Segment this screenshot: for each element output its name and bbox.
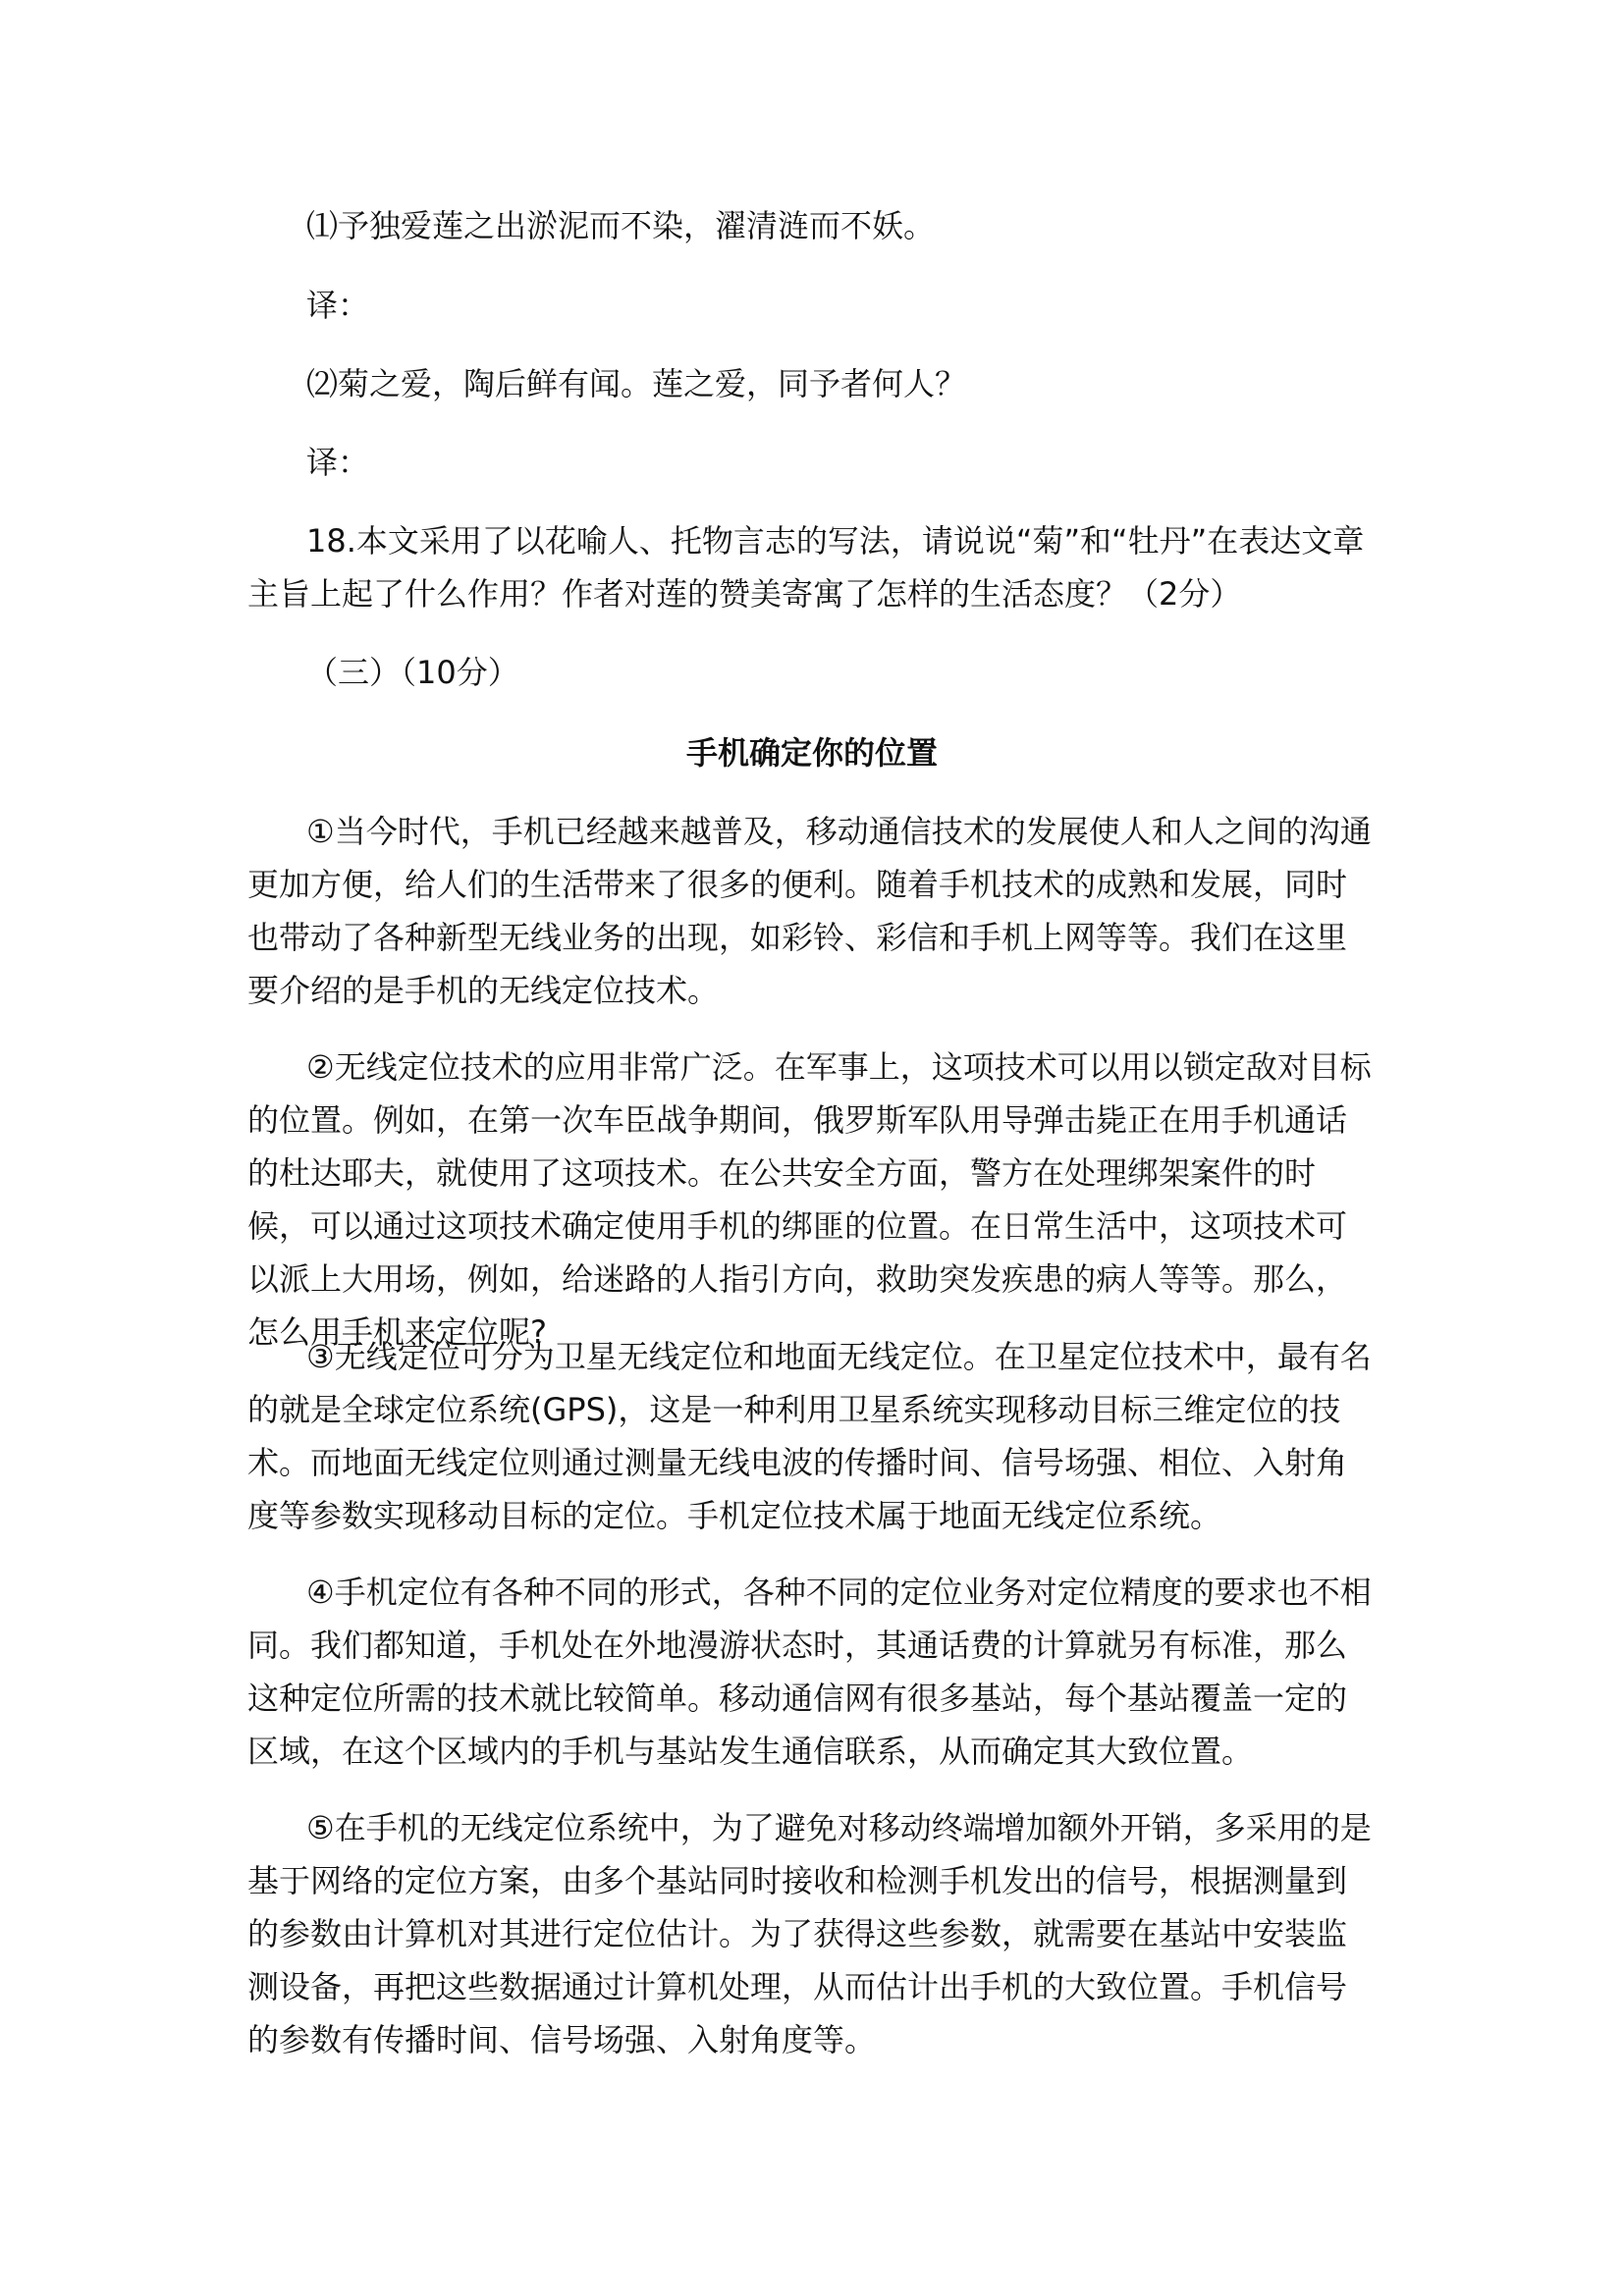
paragraph-2 bbox=[247, 1041, 1377, 1359]
paragraph-1 bbox=[247, 805, 1377, 1017]
paragraph-5 bbox=[247, 1801, 1377, 2066]
question-18-line-1: 18.本文采用了以花喻人、托物言志的写法，请说说“菊”和“牡丹”在表达文章 bbox=[306, 522, 1365, 560]
question-18-line-2: 主旨上起了什么作用？作者对莲的赞美寄寓了怎样的生活态度？（2分） bbox=[247, 575, 1242, 613]
section-label: （三）（10分） bbox=[306, 654, 519, 691]
paragraph-2-text: ②无线定位技术的应用非常广泛。在军事上，这项技术可以用以锁定敌对目标的位置。例如，在第一次车臣战争期间，俄罗斯军队用导弹击毙正在用手机通话的杜达耶夫，就使用了这项技术。在公共安全方面，警方在处理绑架案件的时候，可以通过这项技术确定使用手机的绑匪的位置。在日常生活中，这项技术可以派上大用场，例如，给迷路的人指引方向，救助突发疾患的病人等等。那么，怎么用手机来定位呢? bbox=[247, 1048, 1372, 1351]
question-17-1-sentence: ⑴予独爱莲之出淤泥而不染，濯清涟而不妖。 bbox=[306, 207, 936, 244]
question-17-2-sentence: ⑵菊之爱，陶后鲜有闻。莲之爱，同予者何人？ bbox=[306, 365, 967, 402]
question-17-1-translate-label: 译： bbox=[306, 287, 370, 324]
article-title: 手机确定你的位置 bbox=[685, 734, 938, 772]
paragraph-5-text: ⑤在手机的无线定位系统中，为了避免对移动终端增加额外开销，多采用的是基于网络的定位方案，由多个基站同时接收和检测手机发出的信号，根据测量到的参数由计算机对其进行定位估计。为了获得这些参数，就需要在基站中安装监测设备，再把这些数据通过计算机处理，从而估计出手机的大致位置。手机信号的参数有传播时间、信号场强、入射角度等。 bbox=[247, 1809, 1372, 2058]
paragraph-4-text: ④手机定位有各种不同的形式，各种不同的定位业务对定位精度的要求也不相同。我们都知道，手机处在外地漫游状态时，其通话费的计算就另有标准，那么这种定位所需的技术就比较简单。移动通信网有很多基站，每个基站覆盖一定的区域，在这个区域内的手机与基站发生通信联系，从而确定其大致位置。 bbox=[247, 1574, 1372, 1770]
paragraph-3 bbox=[247, 1330, 1377, 1542]
paragraph-1-text: ①当今时代，手机已经越来越普及，移动通信技术的发展使人和人之间的沟通更加方便，给人们的生活带来了很多的便利。随着手机技术的成熟和发展，同时也带动了各种新型无线业务的出现，如彩铃、彩信和手机上网等等。我们在这里要介绍的是手机的无线定位技术。 bbox=[247, 813, 1372, 1009]
question-17-2-translate-label: 译： bbox=[306, 444, 370, 481]
paragraph-3-text: ③无线定位可分为卫星无线定位和地面无线定位。在卫星定位技术中，最有名的就是全球定位系统(GPS)，这是一种利用卫星系统实现移动目标三维定位的技术。而地面无线定位则通过测量无线电波的传播时间、信号场强、相位、入射角度等参数实现移动目标的定位。手机定位技术属于地面无线定位系统。 bbox=[247, 1338, 1372, 1534]
paragraph-4 bbox=[247, 1566, 1377, 1778]
